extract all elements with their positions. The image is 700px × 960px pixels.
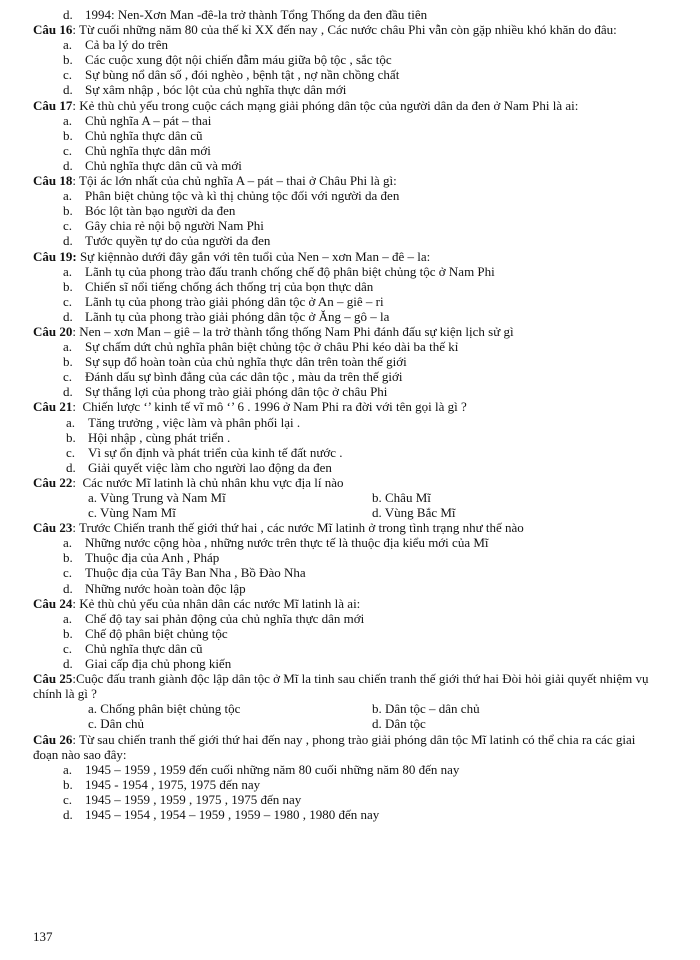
option-text: Vùng Trung và Nam Mĩ [100,490,226,505]
answer-option [33,233,658,248]
answer-option [33,354,658,369]
question-label: Câu 20 [33,323,73,339]
option-text: Chế độ tay sai phản động của chủ nghĩa thực dân mới [85,610,365,626]
question-separator: : [72,173,80,189]
question-separator: : [72,474,83,490]
answer-option [33,82,658,97]
option-letter: b. [63,278,73,294]
option-letter: b. [63,203,73,219]
question-separator: : [72,520,80,536]
option-text: Chủ nghĩa thực dân cũ [85,640,203,656]
answer-option-row [33,701,658,716]
option-text: 1945 – 1959 , 1959 , 1975 , 1975 đến nay [85,791,302,807]
answer-option [372,701,480,716]
answer-option [33,37,658,52]
question-stem [33,22,658,37]
option-text: Chủ nghĩa A – pát – thai [85,112,212,128]
answer-option [33,279,658,294]
question-stem [33,399,658,414]
option-text: Sự sụp đổ hoàn toàn của chủ nghĩa thực dân trên toàn thế giới [85,354,407,370]
answer-option-row [33,505,658,520]
option-letter: b. [63,127,73,143]
question-text: Cuộc đấu tranh giành độc lập dân tộc ở Mĩ la tinh sau chiến tranh thế giới thứ hai Đòi hỏi giải quyết nhiệm vụ chính là gì ? [33,671,649,702]
option-letter: c. [66,444,76,460]
question-text: Tội ác lớn nhất của chủ nghĩa A – pát – thai ở Châu Phi là gì: [79,173,397,189]
answer-option [33,188,658,203]
question-label: Câu 21 [33,399,73,415]
question-stem [33,173,658,188]
answer-option [33,158,658,173]
option-text: 1945 – 1954 , 1954 – 1959 , 1959 – 1980 , 1980 đến nay [85,806,380,822]
option-letter: d. [372,505,382,521]
option-letter: c. [63,67,73,83]
answer-option [33,807,658,822]
question-text: Sự kiệnnào dưới đây gắn với tên tuổi của Nen – xơn Man – đê – la: [79,248,431,264]
answer-option [33,535,658,550]
option-text: Vùng Nam Mĩ [100,505,176,521]
question-label: Câu 24 [33,595,73,611]
question-separator: : [72,671,76,687]
option-letter: a. [63,263,73,279]
option-letter: d. [63,7,73,22]
option-letter: a. [63,37,73,53]
question-stem [33,249,658,264]
question-text: Từ sau chiến tranh thế giới thứ hai đến nay , phong trào giải phóng dân tộc Mĩ latinh có thể chia ra các giai đoạn nào sao đây: [33,731,636,762]
option-letter: b. [63,550,73,566]
option-letter: c. [63,791,73,807]
option-letter: d. [63,384,73,400]
answer-option [33,415,658,430]
option-text: 1945 – 1959 , 1959 đến cuối những năm 80 cuối những năm 80 đến nay [85,761,460,777]
question-label: Câu 18 [33,173,73,189]
answer-option [33,490,372,505]
option-letter: c. [63,142,73,158]
option-letter: a. [63,188,73,204]
question-text: Kẻ thù chủ yếu trong cuộc cách mạng giải phóng dân tộc của người dân da đen ở Nam Phi là ai: [79,97,579,113]
question-label: Câu 23 [33,520,73,536]
answer-option [33,339,658,354]
question-stem [33,596,658,611]
option-letter: a. [63,339,73,355]
option-text: Cả ba lý do trên [85,37,169,53]
option-letter: a. [63,112,73,128]
option-text: Sự thắng lợi của phong trào giải phóng dân tộc ở châu Phi [85,384,388,400]
option-text: Thuộc địa của Anh , Pháp [85,550,220,566]
option-text: 1994: Nen-Xơn Man -đê-la trở thành Tổng Thống da đen đầu tiên [85,7,428,22]
option-letter: a. [63,761,73,777]
question-stem [33,732,658,762]
option-letter: c. [63,218,73,234]
answer-option [33,777,658,792]
option-text: Chủ nghĩa thực dân cũ [85,127,203,143]
option-text: Những nước hoàn toàn độc lập [85,580,246,596]
document-body [33,7,658,822]
option-letter: d. [63,157,73,173]
option-text: Hội nhập , cùng phát triển . [88,429,231,445]
answer-option [33,505,372,520]
question-separator: : [72,22,80,38]
answer-option [372,716,426,731]
option-letter: a. [88,490,98,505]
answer-option [33,67,658,82]
option-text: Chế độ phân biệt chủng tộc [85,625,228,641]
answer-option [33,565,658,580]
question-stem [33,475,658,490]
question-separator: : [72,97,80,113]
option-text: Sự xâm nhập , bóc lột của chủ nghĩa thực dân mới [85,82,347,98]
question-label: Câu 22 [33,474,73,490]
answer-option [33,143,658,158]
option-text: Dân tộc [385,716,426,732]
answer-option [33,641,658,656]
option-text: Chủ nghĩa thực dân cũ và mới [85,157,242,173]
question-stem [33,671,658,701]
option-text: 1945 - 1954 , 1975, 1975 đến nay [85,776,261,792]
answer-option [33,611,658,626]
option-text: Tăng trưởng , việc làm và phân phối lại . [88,414,301,430]
option-letter: d. [63,308,73,324]
answer-option [33,52,658,67]
option-letter: d. [63,656,73,672]
option-text: Chủ nghĩa thực dân mới [85,142,211,158]
question-text: Kẻ thù chủ yếu của nhân dân các nước Mĩ latinh là ai: [79,595,361,611]
option-letter: b. [66,429,76,445]
answer-option [33,581,658,596]
option-letter: b. [63,52,73,68]
question-separator: : [72,731,80,747]
answer-option [33,626,658,641]
option-letter: c. [63,369,73,385]
option-text: Lãnh tụ của phong trào giải phóng dân tộc ở Ăng – gô – la [85,308,390,324]
top-option [33,7,658,22]
answer-option [33,128,658,143]
option-text: Những nước cộng hòa , những nước trên thực tế là thuộc địa kiểu mới của Mĩ [85,535,489,551]
question-separator: : [72,323,80,339]
answer-option-row [33,490,658,505]
question-text: Trước Chiến tranh thế giới thứ hai , các nước Mĩ latinh ở trong tình trạng như thế nào [79,520,524,536]
answer-option [33,445,658,460]
option-text: Thuộc địa của Tây Ban Nha , Bồ Đào Nha [85,565,306,581]
option-letter: c. [63,293,73,309]
option-text: Sự bùng nổ dân số , đói nghèo , bệnh tật , nợ nần chồng chất [85,67,400,83]
option-text: Giai cấp địa chủ phong kiến [85,656,232,672]
option-text: Châu Mĩ [385,490,431,505]
answer-option [33,430,658,445]
option-text: Sự chấm dứt chủ nghĩa phân biệt chủng tộc ở châu Phi kéo dài ba thế kỉ [85,339,459,355]
option-text: Đánh dấu sự bình đẳng của các dân tộc , màu da trên thế giới [85,369,403,385]
question-text: Nen – xơn Man – giê – la trở thành tổng thống Nam Phi đánh đấu sự kiện lịch sử gì [79,323,514,339]
answer-option [372,505,456,520]
option-text: Bóc lột tàn bạo người da đen [85,203,236,219]
option-letter: b. [63,625,73,641]
question-label: Câu 17 [33,97,73,113]
answer-option [372,490,431,505]
question-list [33,22,658,822]
option-letter: a. [66,414,76,430]
option-text: Giải quyết việc làm cho người lao động da đen [88,459,332,475]
answer-option [33,369,658,384]
option-text: Vùng Bắc Mĩ [384,505,456,521]
question-label: Câu 16 [33,22,73,38]
answer-option [33,384,658,399]
question-stem [33,324,658,339]
option-text: Phân biệt chủng tộc và kì thị chủng tộc đối với người da đen [85,188,400,204]
answer-option [33,218,658,233]
question-stem [33,520,658,535]
option-letter: c. [63,640,73,656]
option-text: Gây chia rẻ nội bộ người Nam Phi [85,218,264,234]
answer-option [33,716,372,731]
option-letter: c. [88,505,98,521]
option-text: Chống phân biệt chủng tộc [100,701,241,717]
option-letter: c. [63,565,73,581]
option-letter: a. [88,701,98,717]
answer-option [33,550,658,565]
option-text: Chiến sĩ nổi tiếng chống ách thống trị của bọn thực dân [85,278,374,294]
question-stem [33,98,658,113]
option-text: Vì sự ổn định và phát triển của kinh tế đất nước . [88,444,343,460]
answer-option [33,294,658,309]
option-letter: b. [63,776,73,792]
option-letter: d. [63,233,73,249]
option-letter: d. [66,459,76,475]
answer-option [33,656,658,671]
option-letter: d. [63,82,73,98]
answer-option [33,792,658,807]
question-text: Các nước Mĩ latinh là chủ nhân khu vực địa lí nào [82,474,344,490]
question-separator: : [72,399,83,415]
option-text: Các cuộc xung đột nội chiến đẫm máu giữa bộ tộc , sắc tộc [85,52,392,68]
option-text: Lãnh tụ của phong trào đấu tranh chống chế độ phân biệt chủng tộc ở Nam Phi [85,263,495,279]
question-text: Chiến lược ‘’ kinh tế vĩ mô ‘’ 6 . 1996 ở Nam Phi ra đời với tên gọi là gì ? [82,399,467,415]
answer-option [33,460,658,475]
question-label: Câu 19: [33,248,77,264]
option-letter: d. [63,580,73,596]
question-text: Từ cuối những năm 80 của thế kỉ XX đến nay , Các nước châu Phi vẫn còn gặp nhiều khó khăn do đâu: [79,22,617,38]
option-letter: a. [63,610,73,626]
answer-option [33,113,658,128]
option-text: Tước quyền tự do của người da đen [85,233,271,249]
option-letter: a. [63,535,73,551]
answer-option-row [33,716,658,731]
question-separator: : [72,595,80,611]
answer-option [33,762,658,777]
option-letter: b. [63,354,73,370]
option-letter: d. [372,716,382,732]
answer-option [33,701,372,716]
option-letter: d. [63,806,73,822]
option-letter: b. [372,490,382,505]
option-text: Lãnh tụ của phong trào giải phóng dân tộc ở An – giê – ri [85,293,384,309]
option-text: Dân chủ [100,716,144,732]
answer-option [33,203,658,218]
option-letter: c. [88,716,98,732]
option-letter: b. [372,701,382,717]
answer-option [33,309,658,324]
answer-option [33,264,658,279]
question-label: Câu 25 [33,671,73,687]
option-text: Dân tộc – dân chủ [385,701,480,717]
question-label: Câu 26 [33,731,73,747]
page-number: 137 [33,929,53,944]
